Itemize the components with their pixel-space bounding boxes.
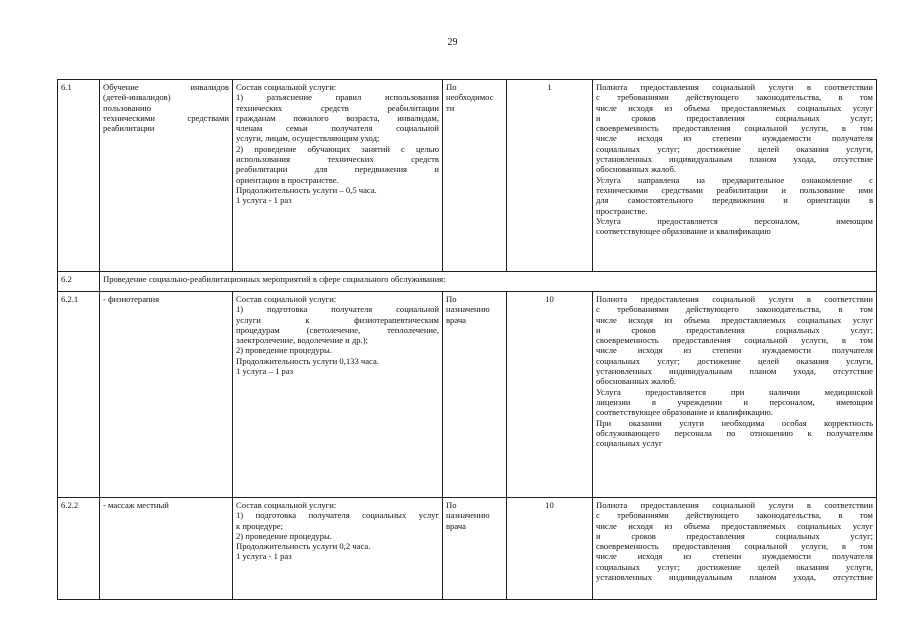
text-line: назначению xyxy=(446,304,490,315)
text-line: с требованиями действующего законодательства, в том xyxy=(596,92,873,103)
quantity-cell: 10 xyxy=(507,292,593,498)
text-line: социальных услуг; достижение целей оказания услуги, xyxy=(596,143,873,154)
text-line: обоснованных жалоб. xyxy=(596,376,677,387)
text-line: числе исходя из степени нуждаемости получателя xyxy=(596,345,873,356)
text-line: назначению xyxy=(446,510,490,521)
service-name-cell xyxy=(100,292,233,498)
service-name-cell xyxy=(100,498,233,600)
text-line: Состав социальной услуги: xyxy=(236,500,337,510)
text-line: 1) подготовка получателя социальных услуг xyxy=(236,510,439,521)
text-line: По xyxy=(446,500,457,510)
period-cell xyxy=(443,292,507,498)
text-line: 1 услуга - 1 раз xyxy=(236,551,292,562)
text-line: и сроков предоставления социальных услуг; xyxy=(596,324,873,335)
text-line: соответствующее образование и квалификацию xyxy=(596,226,771,237)
text-line: Полнота предоставления социальной услуги в соответствии xyxy=(596,294,873,304)
section-row-6-2 xyxy=(58,272,877,292)
text-line: По xyxy=(446,82,457,92)
text-line: лицензии в учреждении и персоналом, имеющим xyxy=(596,396,873,407)
text-line: техническими средствами xyxy=(103,112,229,123)
row-number-cell: 6.2.2 xyxy=(58,498,100,600)
quality-criteria-cell xyxy=(593,292,877,498)
text-line: Продолжительность услуги – 0,5 часа. xyxy=(236,184,377,195)
text-line: Продолжительность услуги 0,2 часа. xyxy=(236,541,371,552)
period-cell xyxy=(443,80,507,272)
text-line: членам семьи получателя социальной xyxy=(236,123,439,134)
text-line: - массаж местный xyxy=(103,500,169,510)
page-number: 29 xyxy=(447,37,458,48)
text-line: 1) подготовка получателя социальной xyxy=(236,304,439,315)
text-line: врача xyxy=(446,520,466,531)
text-line: и сроков предоставления социальных услуг; xyxy=(596,530,873,541)
text-line: реабилитации xyxy=(103,123,155,134)
text-line: своевременность предоставления социальной услуги, в том xyxy=(596,541,873,552)
quality-criteria-cell xyxy=(593,498,877,600)
text-line: реабилитации для передвижения и xyxy=(236,164,439,175)
text-line: Состав социальной услуги: xyxy=(236,294,337,304)
text-line: числе исходя из объема предоставляемых социальных услуг xyxy=(596,102,873,113)
text-line: процедурам (светолечение, теплолечение, xyxy=(236,324,439,335)
text-line: и сроков предоставления социальных услуг; xyxy=(596,112,873,123)
text-line: Состав социальной услуги: xyxy=(236,82,337,92)
text-line: использования технических средств xyxy=(236,154,439,165)
text-line: социальных услуг; достижение целей оказания услуги, xyxy=(596,355,873,366)
text-line: установленных индивидуальным планом ухода, отсутствие xyxy=(596,154,873,165)
text-line: пользованию xyxy=(103,102,152,113)
text-line: 2) проведение процедуры. xyxy=(236,530,332,541)
text-line: Услуга предоставляется персоналом, имеющим xyxy=(596,215,873,226)
text-line: электролечение, водолечение и др.); xyxy=(236,335,368,346)
service-content-cell xyxy=(233,292,443,498)
section-title-cell: Проведение социально-реабилитационных мероприятий в сфере социального обслуживания: xyxy=(100,272,877,292)
service-content-cell xyxy=(233,498,443,600)
row-number-cell: 6.2 xyxy=(58,272,100,292)
text-line: услуги, лицам, осуществляющим уход; xyxy=(236,133,380,144)
table-row-6-2-1 xyxy=(58,292,877,498)
text-line: числе исходя из объема предоставляемых социальных услуг xyxy=(596,314,873,325)
text-line: установленных индивидуальным планом ухода, отсутствие xyxy=(596,366,873,377)
row-number-cell: 6.1 xyxy=(58,80,100,272)
table-row-6-1 xyxy=(58,80,877,272)
text-line: Продолжительность услуги 0,133 часа. xyxy=(236,355,379,366)
text-line: с требованиями действующего законодательства, в том xyxy=(596,510,873,521)
text-line: социальных услуг xyxy=(596,438,663,449)
text-line: соответствующее образование и квалификацию. xyxy=(596,407,773,418)
service-content-cell xyxy=(233,80,443,272)
text-line: для самостоятельного передвижения и ориентации в xyxy=(596,195,873,206)
text-line: ти xyxy=(446,102,455,113)
quantity-cell: 10 xyxy=(507,498,593,600)
text-line: своевременность предоставления социальной услуги, в том xyxy=(596,123,873,134)
text-line: услуги к физиотерапевтическим xyxy=(236,314,439,325)
text-line: техническими средствами реабилитации и пользование ими xyxy=(596,184,873,195)
text-line: 2) проведение обучающих занятий с целью xyxy=(236,143,439,154)
text-line: Полнота предоставления социальной услуги в соответствии xyxy=(596,500,873,510)
text-line: социальных услуг; достижение целей оказания услуги, xyxy=(596,561,873,572)
text-line: 1 услуга – 1 раз xyxy=(236,366,294,377)
text-line: обслуживающего персонала по отношению к получателям xyxy=(596,427,873,438)
text-line: По xyxy=(446,294,457,304)
text-line: пространстве. xyxy=(596,205,648,216)
text-line: Полнота предоставления социальной услуги в соответствии xyxy=(596,82,873,92)
text-line: к процедуре; xyxy=(236,520,283,531)
text-line: числе исходя из степени нуждаемости получателя xyxy=(596,133,873,144)
text-line: числе исходя из объема предоставляемых социальных услуг xyxy=(596,520,873,531)
text-line: При оказании услуги необходима особая корректность xyxy=(596,417,873,428)
text-line: Обучение инвалидов xyxy=(103,82,229,92)
text-line: обоснованных жалоб. xyxy=(596,164,677,175)
table-row-6-2-2 xyxy=(58,498,877,600)
row-number-cell: 6.2.1 xyxy=(58,292,100,498)
text-line: - физиотерапия xyxy=(103,294,160,304)
service-name-cell xyxy=(100,80,233,272)
text-line: гражданам пожилого возраста, инвалидам, xyxy=(236,112,439,123)
period-cell xyxy=(443,498,507,600)
text-line: числе исходя из степени нуждаемости получателя xyxy=(596,551,873,562)
services-table xyxy=(57,79,877,600)
text-line: с требованиями действующего законодательства, в том xyxy=(596,304,873,315)
text-line: Услуга предоставляется при наличии медицинской xyxy=(596,386,873,397)
text-line: 2) проведение процедуры. xyxy=(236,345,332,356)
text-line: врача xyxy=(446,314,466,325)
text-line: необходимос xyxy=(446,92,494,103)
text-line: ориентации в пространстве. xyxy=(236,174,339,185)
quantity-cell: 1 xyxy=(507,80,593,272)
text-line: своевременность предоставления социальной услуги, в том xyxy=(596,335,873,346)
text-line: (детей-инвалидов) xyxy=(103,92,171,103)
text-line: технических средств реабилитации xyxy=(236,102,439,113)
text-line: установленных индивидуальным планом ухода, отсутствие xyxy=(596,572,873,583)
text-line: Услуга направлена на предварительное ознакомление с xyxy=(596,174,873,185)
text-line: 1 услуга - 1 раз xyxy=(236,195,292,206)
text-line: 1) разъяснение правил использования xyxy=(236,92,439,103)
quality-criteria-cell xyxy=(593,80,877,272)
